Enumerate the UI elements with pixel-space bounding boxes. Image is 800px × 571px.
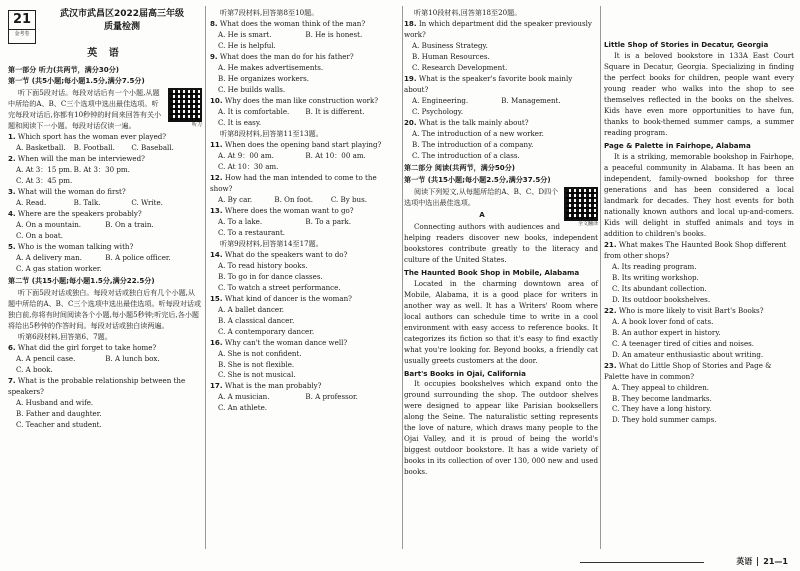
passage-paragraph: It occupies bookshelves which expand onto the ground surrounding the shop. The outdoor shelves were designed to appear like Parisian booksellers along the Seine. The naturalistic setting represents the love of nature, which draws many people to the Ojai Valley, and it is proud of being the world's biggest outdoor bookstore. It has a wide variety of books in its collection of over 130, 000 new and used books.	[404, 379, 598, 477]
question-text: What makes The Haunted Book Shop different from other shops?	[604, 239, 787, 260]
qr-caption: 听力	[191, 122, 202, 129]
question-number: 11.	[210, 139, 223, 149]
passage-subtitle: Page & Palette in Fairhope, Alabama	[604, 140, 751, 150]
part1-section2-title: 第二节 (共15小题;每小题1.5分,满分22.5分)	[8, 276, 155, 286]
question-number: 5.	[8, 242, 16, 252]
question-text: Who is more likely to visit Bart's Books?	[618, 305, 764, 315]
option: C. On a boat.	[16, 231, 63, 241]
passage-subtitle: Bart's Books in Ojai, California	[404, 368, 526, 378]
exam-title-line2: 质量检测	[103, 21, 140, 32]
qr-caption: 全文翻译	[577, 220, 598, 227]
section-instructions: 阅读下列短文,从每题所给的A、B、C、D四个选项中选出最佳选项。	[404, 186, 559, 207]
question-6	[8, 343, 202, 376]
part1-title: 第一部分 听力(共两节，满分30分)	[8, 64, 120, 74]
option: C. It is easy.	[218, 117, 262, 127]
option: A. A musician.	[218, 392, 270, 402]
passage-subtitle: Little Shop of Stories in Decatur, Georgia	[604, 40, 769, 49]
column-divider	[600, 6, 601, 549]
option: A. A ballet dancer.	[218, 304, 284, 314]
page-number: 21—1	[757, 557, 788, 566]
option: A. Its reading program.	[612, 261, 697, 271]
option: A. Basketball.	[16, 143, 66, 153]
option: C. By bus.	[330, 194, 367, 204]
question-text: What kind of dancer is the woman?	[224, 293, 352, 303]
question-22	[604, 306, 794, 361]
material-note: 听第9段材料,回答第14至17题。	[220, 238, 323, 248]
section-instructions: 听下面5段对话。每段对话后有一个小题,从题中所给的A、B、C三个选项中选出最佳选项。听完每段对话后,你都有10秒钟的时间来回答有关小题和阅读下一小题。每段对话仅读一遍。	[8, 88, 162, 131]
option: A. At 9：00 am.	[218, 150, 274, 160]
question-12	[210, 173, 400, 206]
passage-paragraph: It is a striking, memorable bookshop in Fairhope, a peaceful community in Alabama. It has been an independent, family-owned bookshop for three generations and has been considered a local landmark for decades. They host events for both nationally known authors and local up-and-comers. Kids will delight in stuffed animals and toys in addition to children's books.	[604, 151, 794, 238]
question-2	[8, 154, 202, 187]
question-4	[8, 209, 202, 242]
option: C. At 10：30 am.	[218, 161, 279, 171]
option: B. Talk.	[73, 198, 101, 208]
option: B. A police officer.	[105, 253, 171, 263]
option: B. Father and daughter.	[16, 409, 102, 419]
question-number: 2.	[8, 154, 16, 164]
question-number: 4.	[8, 209, 16, 219]
option: B. It is different.	[305, 106, 365, 116]
option: A. He makes advertisements.	[218, 62, 324, 72]
question-text: Where does the woman want to go?	[224, 205, 354, 215]
question-text: What do the speakers want to do?	[224, 249, 348, 259]
column-4	[604, 8, 794, 426]
option: A. The introduction of a new worker.	[412, 128, 544, 138]
option: C. To a restaurant.	[218, 227, 286, 237]
option: C. He builds walls.	[218, 84, 286, 94]
part2-title: 第二部分 阅读(共两节，满分50分)	[404, 162, 516, 172]
question-10	[210, 96, 400, 129]
option: B. Human Resources.	[412, 51, 490, 61]
option: C. An athlete.	[218, 403, 268, 413]
question-17	[210, 381, 400, 414]
option: B. He is honest.	[305, 29, 363, 39]
option: A. A delivery man.	[16, 253, 82, 263]
question-number: 18.	[404, 18, 417, 28]
exam-title	[42, 8, 202, 33]
passage-paragraph: Located in the charming downtown area of Mobile, Alabama, it is a good place for writers in another way as well. It has a Writers' Room where local authors can schedule time to write in a cool environment with easy access to reference books. It categorizes its fiction so that it's easy to find exactly what you're looking for. Beyond books, a friendly cat usually greets customers at the door.	[404, 278, 598, 365]
passage-paragraph: It is a beloved bookstore in 133A East Court Square in Decatur, Georgia. Specializing in finding the perfect books for children, people want every young reader who walks into the shop to see themselves reflected in the books on the shelves. Kids have even more opportunities to have fun, thanks to book-themed summer camps, a summer reading program.	[604, 50, 794, 137]
option: A. On a mountain.	[16, 220, 82, 230]
option: B. On a train.	[105, 220, 154, 230]
question-number: 10.	[210, 95, 223, 105]
passage-intro: Connecting authors with audiences and helping readers discover new books, independent bookstores contribute greatly to the literacy and culture of the United States.	[404, 221, 598, 264]
material-note: 听第8段材料,回答第11至13题。	[220, 128, 323, 138]
question-11	[210, 140, 400, 173]
question-number: 8.	[210, 18, 218, 28]
question-text: Who is the woman talking with?	[17, 242, 134, 252]
column-divider	[205, 6, 206, 549]
question-8	[210, 19, 400, 52]
question-text: When will the man be interviewed?	[17, 154, 145, 164]
option: B. On foot.	[274, 194, 314, 204]
question-text: What is the talk mainly about?	[418, 117, 529, 127]
question-16	[210, 338, 400, 382]
option: A. Business Strategy.	[412, 40, 488, 50]
question-text: What is the speaker's favorite book mainly about?	[404, 73, 573, 94]
option: B. A classical dancer.	[218, 315, 295, 325]
question-text: In which department did the speaker previously work?	[404, 18, 592, 39]
question-number: 16.	[210, 337, 223, 347]
material-note: 听第7段材料,回答第8至10题。	[220, 8, 319, 17]
option: B. A lunch box.	[105, 354, 160, 364]
option: D. Its outdoor bookshelves.	[612, 294, 711, 304]
option: B. The introduction of a company.	[412, 139, 534, 149]
question-number: 12.	[210, 172, 223, 182]
question-number: 9.	[210, 51, 218, 61]
question-text: Where are the speakers probably?	[17, 209, 142, 219]
option: C. Its abundant collection.	[612, 283, 707, 293]
option: B. Management.	[501, 95, 561, 105]
option: C. Psychology.	[412, 106, 464, 116]
passage-label: A	[479, 209, 485, 219]
badge-number: 21	[12, 12, 32, 27]
option: C. A contemporary dancer.	[218, 326, 315, 336]
option: A. She is not confident.	[218, 348, 302, 358]
option: B. She is not flexible.	[218, 359, 295, 369]
question-number: 21.	[604, 239, 617, 249]
question-text: What do Little Shop of Stories and Page & Palette have in common?	[604, 360, 772, 381]
column-3	[404, 8, 598, 477]
option: B. Football.	[73, 143, 115, 153]
question-text: Why can't the woman dance well?	[224, 337, 348, 347]
question-number: 7.	[8, 376, 16, 386]
option: A. A pencil case.	[16, 354, 76, 364]
option: B. At 3：30 pm.	[73, 165, 130, 175]
section-instructions: 听下面5段对话或独白。每段对话或独白后有几个小题,从题中所给的A、B、C三个选项中选出最佳选项。听每段对话或独白前,你将有时间阅读各个小题,每小题5秒钟;听完后,各小题将给出5秒钟的作答时间。每段对话或独白读两遍。	[8, 288, 202, 331]
question-3	[8, 187, 202, 209]
question-number: 15.	[210, 293, 223, 303]
question-18	[404, 19, 598, 74]
option: C. A book.	[16, 365, 53, 375]
option: B. An author expert in history.	[612, 327, 721, 337]
question-9	[210, 52, 400, 96]
question-23	[604, 361, 794, 427]
option: A. Husband and wife.	[16, 398, 94, 408]
question-number: 22.	[604, 305, 617, 315]
footer-subject: 英语	[736, 557, 753, 566]
question-13	[210, 206, 400, 239]
question-number: 17.	[210, 381, 223, 391]
option: A. It is comfortable.	[218, 106, 290, 116]
question-5	[8, 242, 202, 275]
option: C. They have a long history.	[612, 404, 712, 414]
option: A. To read history books.	[218, 260, 308, 270]
option: B. Its writing workshop.	[612, 272, 699, 282]
column-divider	[402, 6, 403, 549]
question-text: How had the man intended to come to the show?	[210, 172, 377, 193]
question-text: What is the man probably?	[224, 381, 322, 391]
question-number: 13.	[210, 205, 223, 215]
question-text: When does the opening band start playing?	[224, 139, 382, 149]
option: C. The introduction of a class.	[412, 150, 520, 160]
question-20	[404, 118, 598, 162]
question-14	[210, 250, 400, 294]
option: A. At 3：15 pm.	[16, 165, 73, 175]
footer-rule	[580, 562, 704, 563]
option: A. He is smart.	[218, 29, 272, 39]
material-note: 听第10段材料,回答第18至20题。	[414, 8, 522, 17]
question-text: What did the girl forget to take home?	[17, 343, 157, 353]
question-text: What will the woman do first?	[17, 187, 126, 197]
question-number: 19.	[404, 73, 417, 83]
option: C. Teacher and student.	[16, 420, 102, 429]
option: B. They become landmarks.	[612, 393, 712, 403]
part1-section1-title: 第一节 (共5小题;每小题1.5分,满分7.5分)	[8, 76, 145, 86]
option: A. By car.	[218, 194, 253, 204]
subject-title: 英 语	[87, 48, 123, 59]
question-text: What is the probable relationship between the speakers?	[8, 376, 186, 397]
option: C. She is not musical.	[218, 370, 296, 380]
question-number: 23.	[604, 360, 617, 370]
question-1	[8, 132, 202, 154]
passage-subtitle: The Haunted Book Shop in Mobile, Alabama	[404, 267, 580, 277]
option: C. Research Development.	[412, 62, 508, 72]
option: A. They appeal to children.	[612, 382, 710, 392]
option: C. At 3：45 pm.	[16, 176, 73, 186]
option: C. A gas station worker.	[16, 264, 102, 274]
qr-code-icon	[564, 187, 598, 221]
option: C. To watch a street performance.	[218, 282, 341, 292]
exam-title-line1: 武汉市武昌区2022届高三年级	[59, 9, 185, 19]
option: B. To a park.	[305, 216, 351, 226]
question-text: What does the woman think of the man?	[219, 18, 366, 28]
question-7	[8, 376, 202, 431]
option: C. Write.	[131, 198, 163, 208]
option: C. Baseball.	[131, 143, 174, 153]
exam-header	[8, 8, 202, 44]
option: C. A teenager tired of cities and noises.	[612, 338, 755, 348]
column-2	[210, 8, 400, 414]
paper-badge	[8, 10, 36, 44]
option: B. He organizes workers.	[218, 73, 309, 83]
option: B. At 10：00 am.	[305, 150, 366, 160]
question-15	[210, 294, 400, 338]
option: D. They hold summer camps.	[612, 415, 717, 425]
column-1	[8, 8, 202, 431]
material-note: 听第6段材料,回答第6、7题。	[18, 332, 112, 342]
option: B. To go in for dance classes.	[218, 271, 323, 281]
question-number: 14.	[210, 249, 223, 259]
part2-section1-title: 第一节 (共15小题;每小题2.5分,满分37.5分)	[404, 174, 551, 184]
badge-subtitle: 金考卷	[9, 29, 35, 38]
option: B. A professor.	[305, 392, 358, 402]
question-number: 6.	[8, 343, 16, 353]
question-text: What does the man do for his father?	[219, 51, 354, 61]
question-21	[604, 240, 794, 306]
question-number: 20.	[404, 117, 417, 127]
option: D. An amateur enthusiastic about writing.	[612, 349, 764, 359]
question-number: 1.	[8, 132, 16, 142]
option: A. Read.	[16, 198, 47, 208]
option: C. He is helpful.	[218, 40, 276, 50]
option: A. Engineering.	[412, 95, 469, 105]
option: A. To a lake.	[218, 216, 263, 226]
page-footer	[736, 556, 788, 567]
question-number: 3.	[8, 187, 16, 197]
question-19	[404, 74, 598, 118]
question-text: Why does the man like construction work?	[224, 95, 379, 105]
option: A. A book lover fond of cats.	[612, 316, 714, 326]
qr-code-icon	[168, 88, 202, 122]
question-text: Which sport has the woman ever played?	[17, 132, 167, 142]
